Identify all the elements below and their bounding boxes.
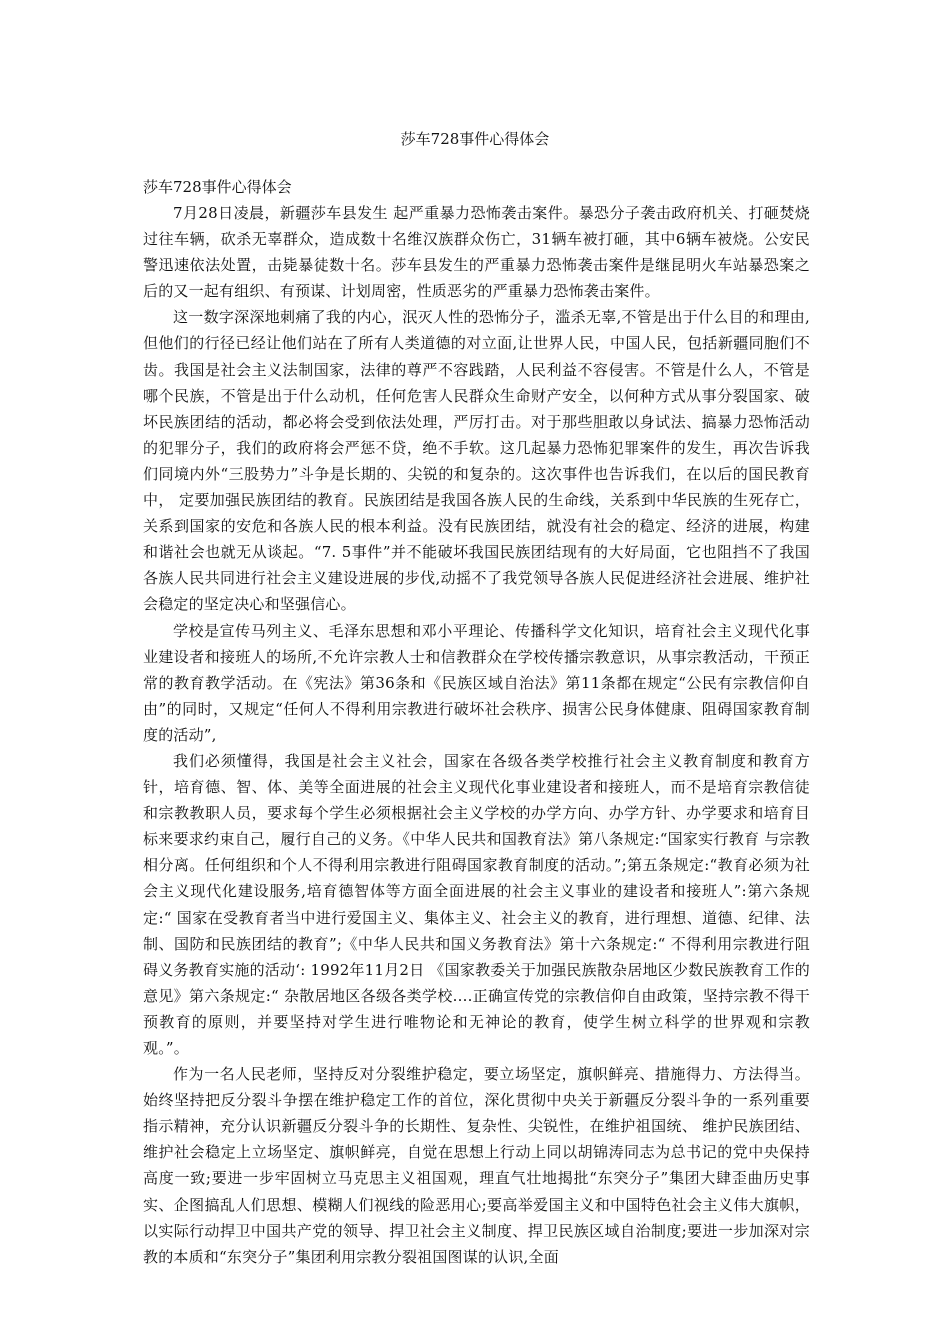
paragraph-1: 7月28日凌晨，新疆莎车县发生 起严重暴力恐怖袭击案件。暴恐分子袭击政府机关、打砸焚烧过往车辆，砍杀无辜群众，造成数十名维汉族群众伤亡，31辆车被打砸，其中6辆车被烧。公安民警迅速依法处置，击毙暴徒数十名。莎车县发生的严重暴力恐怖袭击案件是继昆明火车站暴恐案之后的又一起有组织、有预谋、计划周密，性质恶劣的严重暴力恐怖袭击案件。 — [143, 204, 810, 301]
paragraph-4: 我们必须懂得，我国是社会主义社会，国家在各级各类学校推行社会主义教育制度和教育方针，培育德、智、体、美等全面进展的社会主义现代化事业建设者和接班人，而不是培育宗教信徒和宗教教职人员，要求每个学生必须根据社会主义学校的办学方向、办学方针、办学要求和培育目标来要求约束自己，履行自己的义务。《中华人民共和国教育法》第八条规定:“国家实行教育 与宗教相分离。任何组织和个人不得利用宗教进行阻碍国家教育制度的活动。”;第五条规定:“教育必须为社会主义现代化建设服务,培育德智体等方面全面进展的社会主义事业的建设者和接班人”:第六条规定:“ 国家在受教育者当中进行爱国主义、集体主义、社会主义的教育，进行理想、道德、纪律、法制、国防和民族团结的教育”;《中华人民共和国义务教育法》第十六条规定:“ 不得利用宗教进行阻碍义务教育实施的活动‘: 1992年11月2日 《国家教委关于加强民族散杂居地区少数民族教育工作的意见》第六条规定:“ 杂散居地区各级各类学校....正确宣传党的宗教信仰自由政策，坚持宗教不得干预教育的原则，并要坚持对学生进行唯物论和无神论的教育，使学生树立科学的世界观和宗教观。”。 — [143, 751, 810, 1057]
document-title: 莎车728事件心得体会 — [400, 130, 550, 148]
paragraph-3: 学校是宣传马列主义、毛泽东思想和邓小平理论、传播科学文化知识，培育社会主义现代化事业建设者和接班人的场所,不允许宗教人士和信教群众在学校传播宗教意识，从事宗教活动，干预正常的教育教学活动。在《宪法》第36条和《民族区域自治法》第11条都在规定“公民有宗教信仰自由”的同时，又规定“任何人不得利用宗教进行破坏社会秩序、损害公民身体健康、阻碍国家教育制度的活动”, — [143, 621, 810, 744]
paragraph-2: 这一数字深深地刺痛了我的内心，泯灭人性的恐怖分子，滥杀无辜,不管是出于什么目的和理由,但他们的行径已经让他们站在了所有人类道德的对立面,让世界人民，中国人民，包括新疆同胞们不齿。我国是社会主义法制国家，法律的尊严不容践踏，人民利益不容侵害。不管是什么人，不管是哪个民族，不管是出于什么动机，任何危害人民群众生命财产安全，以何种方式从事分裂国家、破坏民族团结的活动，都必将会受到依法处理，严厉打击。对于那些胆敢以身试法、搞暴力恐怖活动的犯罪分子，我们的政府将会严惩不贷，绝不手软。这几起暴力恐怖犯罪案件的发生，再次告诉我们同境内外“三股势力”斗争是长期的、尖锐的和复杂的。这次事件也告诉我们，在以后的国民教育中， 定要加强民族团结的教育。民族团结是我国各族人民的生命线，关系到中华民族的生死存亡，关系到国家的安危和各族人民的根本利益。没有民族团结，就没有社会的稳定、经济的进展，构建和谐社会也就无从谈起。“7. 5事件”并不能破坏我国民族团结现有的大好局面，它也阻挡不了我国各族人民共同进行社会主义建设进展的步伐,动摇不了我党领导各族人民促进经济社会进展、维护社会稳定的坚定决心和坚强信心。 — [143, 308, 810, 614]
document-subtitle: 莎车728事件心得体会 — [143, 178, 292, 196]
document-body — [143, 174, 810, 1270]
paragraph-5: 作为一名人民老师，坚持反对分裂维护稳定，要立场坚定，旗帜鲜亮、措施得力、方法得当。始终坚持把反分裂斗争摆在维护稳定工作的首位，深化贯彻中央关于新疆反分裂斗争的一系列重要指示精神，充分认识新疆反分裂斗争的长期性、复杂性、尖锐性，在维护祖国统、 维护民族团结、维护社会稳定上立场坚定、旗帜鲜亮，自觉在思想上行动上同以胡锦涛同志为总书记的党中央保持高度一致;要进一步牢固树立马克思主义祖国观，理直气壮地揭批“东突分子”集团大肆歪曲历史事实、企图搞乱人们思想、模糊人们视线的险恶用心;要高举爱国主义和中国特色社会主义伟大旗帜，以实际行动捍卫中国共产党的领导、捍卫社会主义制度、捍卫民族区域自治制度;要进一步加深对宗教的本质和“东突分子”集团利用宗教分裂祖国图谋的认识,全面 — [143, 1065, 810, 1266]
